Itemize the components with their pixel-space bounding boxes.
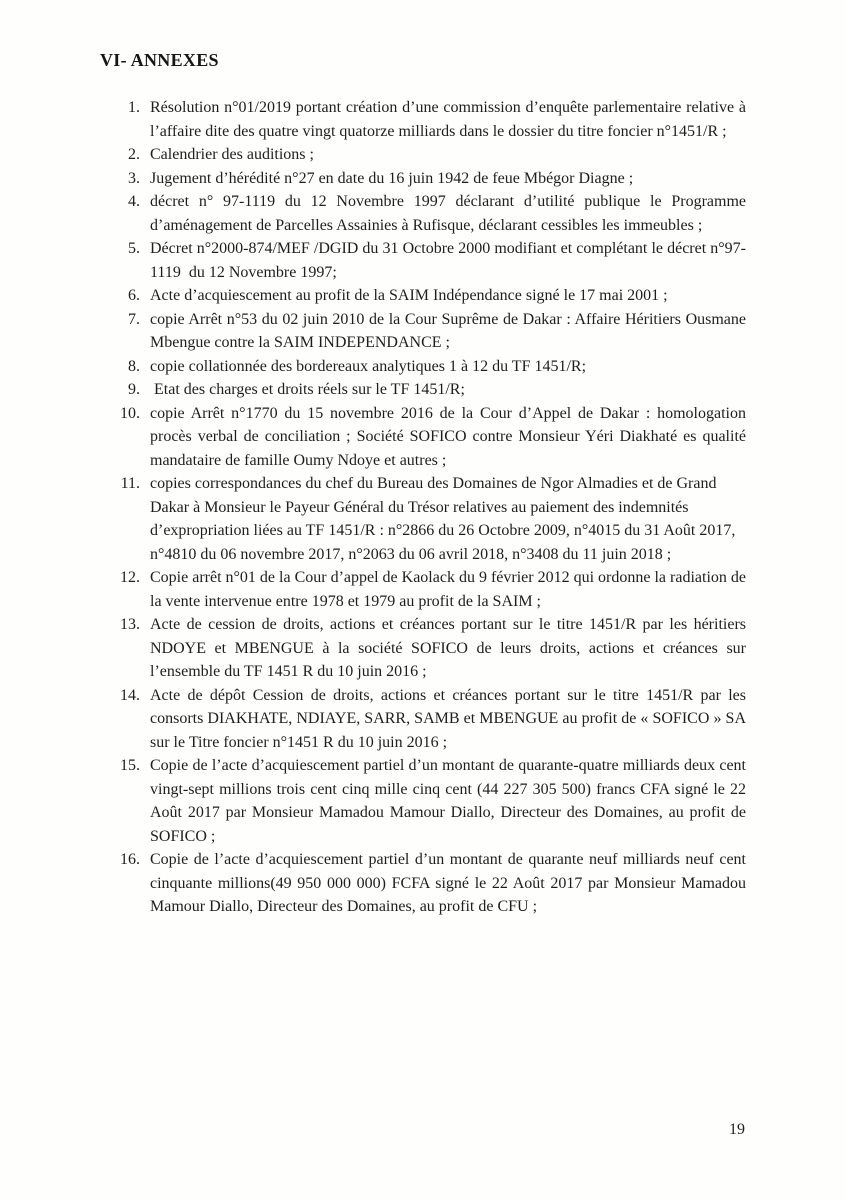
list-item-text: copie collationnée des bordereaux analytiques 1 à 12 du TF 1451/R; bbox=[150, 357, 587, 375]
list-item-number: 15. bbox=[120, 757, 140, 774]
list-item bbox=[0, 308, 746, 355]
list-item bbox=[0, 613, 746, 684]
list-item bbox=[0, 143, 746, 167]
list-item-number: 12. bbox=[120, 569, 140, 586]
list-item bbox=[0, 378, 746, 402]
list-item bbox=[0, 355, 746, 379]
list-item-text: Acte d’acquiescement au profit de la SAIM Indépendance signé le 17 mai 2001 ; bbox=[150, 287, 668, 304]
list-item-number: 6. bbox=[128, 287, 140, 304]
list-item-number: 3. bbox=[128, 169, 140, 187]
list-item-text: copies correspondances du chef du Bureau des Domaines de Ngor Almadies et de Grand Dakar à Monsieur le Payeur Général du Trésor relatives au paiement des indemnités d’expropriation liées au TF 1451/R : n°2866 du 26 Octobre 2009, n°4015 du 31 Août 2017, n°4810 du 06 novembre 2017, n°2063 du 06 avril 2018, n°3408 du 11 juin 2018 ; bbox=[150, 475, 736, 563]
list-item bbox=[0, 754, 746, 848]
list-item-text: Acte de dépôt Cession de droits, actions et créances portant sur le titre 1451/R par les consorts DIAKHATE, NDIAYE, SARR, SAMB et MBENGUE au profit de « SOFICO » SA sur le Titre foncier n°1451 R du 10 juin 2016 ; bbox=[150, 686, 746, 751]
list-item-text: copie Arrêt n°1770 du 15 novembre 2016 de la Cour d’Appel de Dakar : homologation procès verbal de conciliation ; Société SOFICO contre Monsieur Yéri Diakhaté es qualité mandataire de famille Oumy Ndoye et autres ; bbox=[150, 404, 746, 469]
list-item-text: Jugement d’hérédité n°27 en date du 16 juin 1942 de feue Mbégor Diagne ; bbox=[150, 169, 634, 187]
list-item-number: 7. bbox=[128, 310, 140, 328]
list-item bbox=[0, 284, 746, 308]
list-item-text: Calendrier des auditions ; bbox=[150, 146, 314, 163]
list-item-text: Copie arrêt n°01 de la Cour d’appel de Kaolack du 9 février 2012 qui ordonne la radiation de la vente intervenue entre 1978 et 1979 au profit de la SAIM ; bbox=[150, 569, 746, 610]
list-item-number: 16. bbox=[120, 851, 140, 868]
list-item bbox=[0, 566, 746, 613]
list-item-number: 10. bbox=[120, 404, 140, 422]
list-item-number: 8. bbox=[128, 357, 140, 375]
list-item bbox=[0, 96, 746, 143]
list-item-text: Etat des charges et droits réels sur le TF 1451/R; bbox=[150, 381, 465, 398]
list-item-text: Résolution n°01/2019 portant création d’une commission d’enquête parlementaire relative à l’affaire dite des quatre vingt quatorze milliards dans le dossier du titre foncier n°1451/R ; bbox=[150, 99, 746, 140]
list-item-text: Copie de l’acte d’acquiescement partiel d’un montant de quarante neuf milliards neuf cent cinquante millions(49 950 000 000) FCFA signé le 22 Août 2017 par Monsieur Mamadou Mamour Diallo, Directeur des Domaines, au profit de CFU ; bbox=[150, 851, 746, 915]
list-item bbox=[0, 472, 746, 566]
list-item bbox=[0, 190, 746, 237]
list-item-number: 9. bbox=[128, 381, 140, 398]
list-item-number: 1. bbox=[128, 99, 140, 116]
page-number: 19 bbox=[729, 1121, 745, 1138]
list-item bbox=[0, 402, 746, 473]
list-item-number: 14. bbox=[120, 686, 140, 704]
list-item-number: 11. bbox=[120, 475, 140, 492]
list-item-number: 5. bbox=[128, 240, 140, 257]
annexes-list bbox=[0, 96, 746, 919]
list-item-text: copie Arrêt n°53 du 02 juin 2010 de la Cour Suprême de Dakar : Affaire Héritiers Ousmane Mbengue contre la SAIM INDEPENDANCE ; bbox=[150, 310, 746, 351]
list-item-number: 13. bbox=[120, 616, 140, 633]
list-item-text: Acte de cession de droits, actions et créances portant sur le titre 1451/R par les héritiers NDOYE et MBENGUE à la société SOFICO de leurs droits, actions et créances sur l’ensemble du TF 1451 R du 10 juin 2016 ; bbox=[150, 616, 746, 680]
list-item bbox=[0, 848, 746, 919]
list-item-text: Décret n°2000-874/MEF /DGID du 31 Octobre 2000 modifiant et complétant le décret n°97-1119 du 12 Novembre 1997; bbox=[150, 240, 746, 281]
list-item-number: 2. bbox=[128, 146, 140, 163]
section-heading: VI- ANNEXES bbox=[100, 50, 219, 70]
list-item bbox=[0, 684, 746, 755]
list-item bbox=[0, 237, 746, 284]
list-item-text: décret n° 97-1119 du 12 Novembre 1997 déclarant d’utilité publique le Programme d’aménagement de Parcelles Assainies à Rufisque, déclarant cessibles les immeubles ; bbox=[150, 193, 746, 234]
list-item-number: 4. bbox=[128, 193, 140, 210]
list-item bbox=[0, 167, 746, 191]
list-item-text: Copie de l’acte d’acquiescement partiel d’un montant de quarante-quatre milliards deux cent vingt-sept millions trois cent cinq mille cinq cent (44 227 305 500) francs CFA signé le 22 Août 2017 par Monsieur Mamadou Mamour Diallo, Directeur des Domaines, au profit de SOFICO ; bbox=[150, 757, 746, 845]
